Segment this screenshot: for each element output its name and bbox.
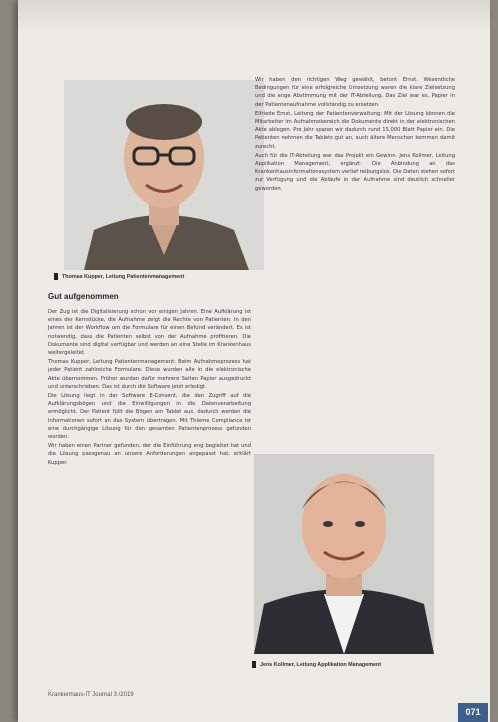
- paragraph: Elfriede Ernst, Leitung der Patientenverwaltung: Mit der Lösung können die Mitarbeiter im Aufnahmebereich die Dokumente direkt in der elektronischen Akte ablegen. Pro Jahr sparen wir dadurch rund 15.000 Blatt Papier ein. Die Patienten nehmen die Tablets gut an, auch ältere Menschen kommen damit zurecht.: [255, 110, 455, 150]
- section-heading: Gut aufgenommen: [48, 292, 119, 301]
- portrait-photo-right: [254, 454, 434, 654]
- paragraph: Auch für die IT-Abteilung war das Projekt ein Gewinn. Jens Kollmer, Leitung Applikation Management, ergänzt: Die Anbindung an das Krankenhausinformationssystem verlief reibungslos. Die Daten stehen sofort zur Verfügung und die Abläufe in der Aufnahme sind deutlich schneller geworden.: [255, 152, 455, 192]
- portrait-photo-left: [64, 80, 264, 270]
- paragraph: Wir haben einen Partner gefunden, der die Einführung eng begleitet hat und die Lösung passgenau an unsere Anforderungen angepasst hat, erklärt Kupper.: [48, 443, 251, 466]
- photo-caption-left: Thomas Kupper, Leitung Patientenmanagement: [54, 273, 184, 280]
- photo-caption-right: Jens Kollmer, Leitung Applikation Management: [252, 661, 381, 668]
- paragraph: Der Zug ist die Digitalisierung schon vor einigen Jahren. Eine Aufklärung ist eines der Kernstücke, die Aufnahme zeigt die Rechte von Patienten. In den Jahren ist der Workflow um die Formulare für einen Befund verändert. Es ist notwendig, dass die Patienten selbst von der Aufnahme profitieren. Die Dokumente sind digital verfügbar und werden an eine Stelle im Krankenhaus weitergeleitet.: [48, 309, 251, 357]
- journal-footer: Krankenhaus-IT Journal 3 /2019: [48, 692, 134, 698]
- paragraph: Wir haben den richtigen Weg gewählt, betont Ernst. Wesentliche Bedingungen für eine erfolgreiche Umsetzung waren die klare Zielsetzung und die enge Abstimmung mit der IT-Abteilung. Das Ziel war es, Papier in der Patientenaufnahme vollständig zu ersetzen.: [255, 77, 455, 108]
- left-column-text: [48, 308, 251, 468]
- caption-marker-icon: [252, 661, 256, 668]
- paragraph: Die Lösung liegt in der Software E-Consent, die den Zugriff auf die Aufklärungsbögen und die Einwilligungen in die Datenverarbeitung ermöglicht. Der Patient füllt die Bögen am Tablet aus, dadurch werden die Informationen sofort an das System übertragen. Mit Thieme Compliance ist eine durchgängige Lösung für den gesamten Patientenprozess gefunden worden.: [48, 393, 251, 441]
- magazine-page: [18, 0, 490, 722]
- right-column-text: [255, 76, 455, 194]
- caption-marker-icon: [54, 273, 58, 280]
- page-number: 071: [458, 703, 488, 722]
- paragraph: Thomas Kupper, Leitung Patientenmanagement: Beim Aufnahmeprozess hat jeder Patient zahlreiche Formulare. Diese wurden alle in die elektronische Akte übernommen. Früher wurden dafür mehrere Seiten Papier ausgedruckt und unterschrieben. Das ist durch die Software jetzt erledigt.: [48, 359, 251, 390]
